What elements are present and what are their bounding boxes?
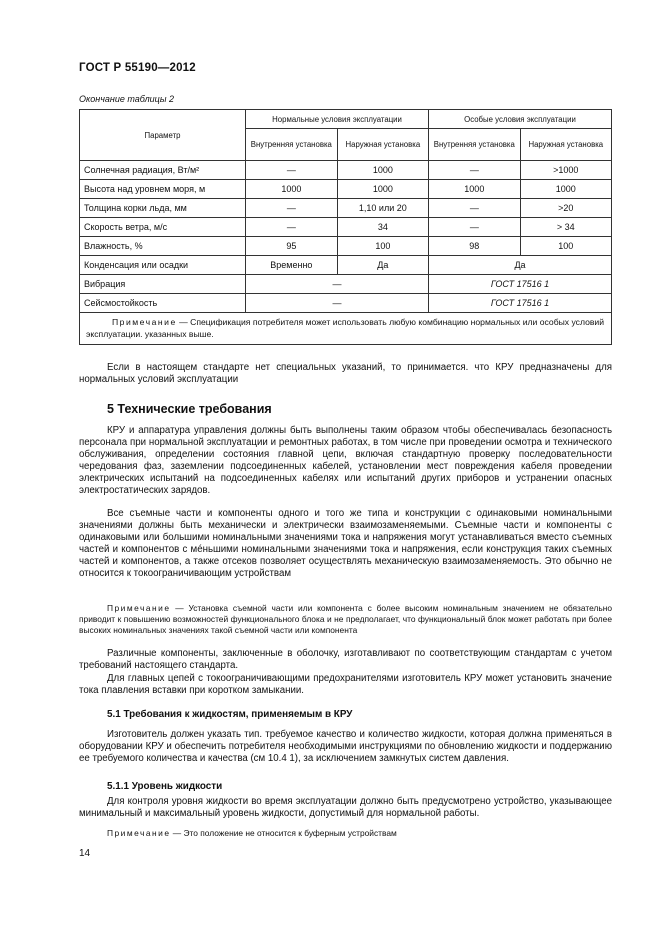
param-cell: Скорость ветра, м/с bbox=[80, 218, 246, 237]
value-cell: — bbox=[429, 218, 521, 237]
value-cell: — bbox=[246, 161, 338, 180]
value-cell: >20 bbox=[520, 199, 611, 218]
document-code-header: ГОСТ Р 55190—2012 bbox=[79, 62, 196, 74]
value-cell: — bbox=[246, 218, 338, 237]
normal-inner-header: Внутренняя установка bbox=[246, 129, 338, 161]
normal-outer-header: Наружная установка bbox=[337, 129, 428, 161]
value-cell: 1000 bbox=[520, 180, 611, 199]
value-cell: 1000 bbox=[246, 180, 338, 199]
paragraph: Различные компоненты, заключенные в оболочку, изготавливают по соответствующим стандартам с учетом требований настоящего стандарта. bbox=[79, 648, 612, 671]
value-cell: 98 bbox=[429, 237, 521, 256]
paragraph: Для главных цепей с токоограничивающими предохранителями изготовитель КРУ может установить значение тока плавления вставки при коротком замыкании. bbox=[79, 673, 612, 696]
note-paragraph bbox=[79, 603, 612, 636]
special-inner-header: Внутренняя установка bbox=[429, 129, 521, 161]
param-column-header: Параметр bbox=[80, 110, 246, 161]
paragraph: КРУ и аппаратура управления должны быть выполнены таким образом чтобы обеспечивалась безопасность персонала при нормальной эксплуатации и ремонтных работах, в том числе при проведении осмотра и технического обслуживания, определении состояния главной цепи, включая стандартную проверку последовательности чередования фаз, заземлении подсоединенных кабелей, установлении мест повреждения кабеля проведении электрических испытаний на подсоединенных кабелях или испытаний других приборов и устранении опасных электростатических зарядов. bbox=[79, 425, 612, 496]
normal-conditions-header: Нормальные условия эксплуатации bbox=[246, 110, 429, 129]
paragraph: Для контроля уровня жидкости во время эксплуатации должно быть предусмотрено устройство, указывающее минимальный и максимальный уровень жидкости, допустимый для нормальной работы. bbox=[79, 796, 612, 819]
page-number: 14 bbox=[79, 848, 91, 859]
value-cell: — bbox=[246, 294, 429, 313]
value-cell: 100 bbox=[337, 237, 428, 256]
value-cell: 1000 bbox=[337, 180, 428, 199]
table-row bbox=[80, 199, 612, 218]
value-cell: > 34 bbox=[520, 218, 611, 237]
value-cell: 100 bbox=[520, 237, 611, 256]
standard-reference-cell: ГОСТ 17516 1 bbox=[429, 275, 612, 294]
value-cell: — bbox=[429, 161, 521, 180]
value-cell: Временно bbox=[246, 256, 338, 275]
value-cell: Да bbox=[337, 256, 428, 275]
value-cell: — bbox=[246, 275, 429, 294]
table-note bbox=[80, 313, 612, 345]
paragraph: Если в настоящем стандарте нет специальных указаний, то принимается. что КРУ предназначены для нормальных условий эксплуатации bbox=[79, 362, 612, 385]
paragraph: Изготовитель должен указать тип. требуемое качество и количество жидкости, которая должна применяться в оборудовании КРУ и обеспечить потребителя необходимыми инструкциями по обновлению жидкости и поддержанию ее требуемого количества и качества (см 10.4 1), за исключением замкнутых систем давления. bbox=[79, 729, 612, 764]
note-text: — Спецификация потребителя может использовать любую комбинацию нормальных или особых условий эксплуатации. указанных выше. bbox=[86, 317, 605, 339]
special-outer-header: Наружная установка bbox=[520, 129, 611, 161]
section-heading: 5 Технические требования bbox=[107, 402, 272, 416]
note-label: Примечание bbox=[112, 317, 177, 327]
table-row bbox=[80, 218, 612, 237]
value-cell: Да bbox=[429, 256, 612, 275]
value-cell: — bbox=[246, 199, 338, 218]
param-cell: Солнечная радиация, Вт/м² bbox=[80, 161, 246, 180]
table-row bbox=[80, 237, 612, 256]
special-conditions-header: Особые условия эксплуатации bbox=[429, 110, 612, 129]
subsection-heading: 5.1.1 Уровень жидкости bbox=[107, 781, 223, 792]
note-text: — Это положение не относится к буферным устройствам bbox=[170, 828, 397, 838]
table-row bbox=[80, 275, 612, 294]
paragraph: Все съемные части и компоненты одного и того же типа и конструкции с одинаковыми номинальными значениями должны быть механически и электрически взаимозаменяемыми. Съемные части и компоненты с одинаковыми или большими номинальными значениями тока и напряжения могут устанавливаться вместо съемных частей и компонентов с мéньшими номинальными значениями тока и напряжения, если конструкция таких съемных частей и компонентов, а также отсеков позволяет осуществлять механическую взаимозаменяемость. Это обычно не относится к токоограничивающим устройствам bbox=[79, 508, 612, 579]
table-row bbox=[80, 294, 612, 313]
value-cell: >1000 bbox=[520, 161, 611, 180]
param-cell: Конденсация или осадки bbox=[80, 256, 246, 275]
subsection-heading: 5.1 Требования к жидкостям, применяемым в КРУ bbox=[107, 709, 353, 720]
table-row bbox=[80, 256, 612, 275]
param-cell: Толщина корки льда, мм bbox=[80, 199, 246, 218]
note-label: Примечание bbox=[107, 828, 171, 838]
value-cell: 95 bbox=[246, 237, 338, 256]
table-caption: Окончание таблицы 2 bbox=[79, 94, 174, 104]
note-paragraph bbox=[79, 828, 612, 839]
param-cell: Влажность, % bbox=[80, 237, 246, 256]
conditions-table bbox=[79, 109, 612, 345]
table-row bbox=[80, 180, 612, 199]
param-cell: Высота над уровнем моря, м bbox=[80, 180, 246, 199]
note-text: — Установка съемной части или компонента с более высоким номинальным значением не обязательно приводит к повышению возможностей функционального блока и не предполагает, что функциональный блок может работать при более высоких номинальных значениях такой съемной части или компонента bbox=[79, 603, 612, 635]
value-cell: 1000 bbox=[429, 180, 521, 199]
value-cell: 1,10 или 20 bbox=[337, 199, 428, 218]
value-cell: 1000 bbox=[337, 161, 428, 180]
param-cell: Сейсмостойкость bbox=[80, 294, 246, 313]
table-row bbox=[80, 161, 612, 180]
param-cell: Вибрация bbox=[80, 275, 246, 294]
value-cell: 34 bbox=[337, 218, 428, 237]
value-cell: — bbox=[429, 199, 521, 218]
standard-reference-cell: ГОСТ 17516 1 bbox=[429, 294, 612, 313]
note-label: Примечание bbox=[107, 603, 171, 613]
